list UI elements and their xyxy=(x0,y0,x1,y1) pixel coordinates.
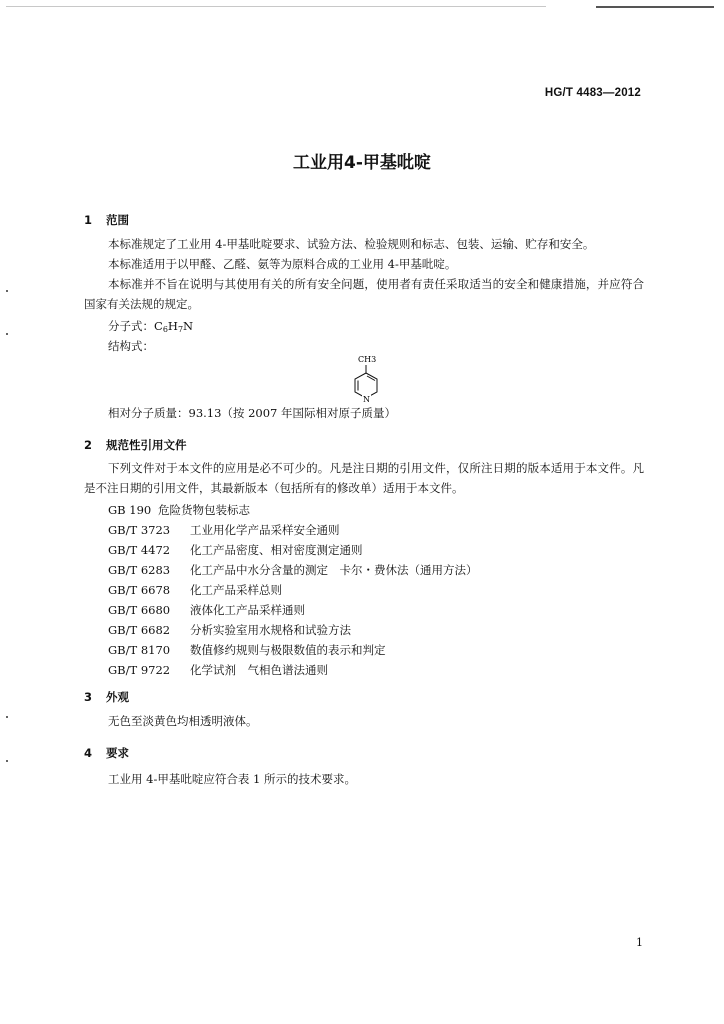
formula-element: N xyxy=(183,319,194,333)
page-title: 工业用4-甲基吡啶 xyxy=(293,153,431,173)
structure-methyl-label: CH3 xyxy=(358,355,377,364)
reference-item xyxy=(108,502,250,518)
appearance-text: 无色至淡黄色均相透明液体。 xyxy=(108,714,258,728)
reference-title: 化学试剂 气相色谱法通则 xyxy=(190,663,328,677)
reference-code: GB/T 6682 xyxy=(108,623,171,637)
reference-code: GB/T 3723 xyxy=(108,523,171,537)
requirements-text: 工业用 4-甲基吡啶应符合表 1 所示的技术要求。 xyxy=(108,772,356,786)
structure-label: 结构式： xyxy=(108,339,154,353)
section-title: 外观 xyxy=(106,690,129,704)
reference-item xyxy=(108,542,363,558)
section-2-intro: 下列文件对于本文件的应用是必不可少的。凡是注日期的引用文件，仅所注日期的版本适用于本文件。凡是不注日期的引用文件，其最新版本（包括所有的修改单）适用于本文件。 xyxy=(84,461,644,495)
formula-element: C xyxy=(154,319,163,333)
section-title: 要求 xyxy=(106,746,129,760)
scan-speck xyxy=(6,760,8,762)
section-2-heading xyxy=(84,437,187,453)
pyridine-structure-diagram xyxy=(336,352,396,408)
reference-title: 数值修约规则与极限数值的表示和判定 xyxy=(190,643,386,657)
scan-speck xyxy=(6,716,8,718)
document-number: HG/T 4483—2012 xyxy=(544,87,641,99)
scan-speck xyxy=(6,290,8,292)
reference-item xyxy=(108,602,305,618)
relative-molecular-mass: 相对分子质量：93.13（按 2007 年国际相对原子质量） xyxy=(108,406,396,420)
scan-speck xyxy=(6,333,8,335)
section-title: 规范性引用文件 xyxy=(106,438,187,452)
molecular-formula xyxy=(108,318,193,338)
top-scan-rule xyxy=(6,6,546,7)
reference-code: GB/T 8170 xyxy=(108,643,171,657)
formula-subscript: 6 xyxy=(162,325,168,334)
reference-title: 液体化工产品采样通则 xyxy=(190,603,305,617)
reference-item xyxy=(108,642,386,658)
reference-title: 化工产品采样总则 xyxy=(190,583,282,597)
reference-title: 分析实验室用水规格和试验方法 xyxy=(190,623,351,637)
ring-double-bond xyxy=(367,376,375,381)
section-3-heading xyxy=(84,689,129,705)
top-scan-rule-dark xyxy=(596,6,714,8)
reference-title: 化工产品中水分含量的测定 卡尔・费休法（通用方法） xyxy=(190,563,478,577)
reference-item xyxy=(108,622,351,638)
reference-item xyxy=(108,562,478,578)
reference-code: GB/T 4472 xyxy=(108,543,171,557)
section-1-paragraph-1: 本标准规定了工业用 4-甲基吡啶要求、试验方法、检验规则和标志、包装、运输、贮存和安全。 xyxy=(108,237,595,251)
section-1-paragraph-2: 本标准适用于以甲醛、乙醛、氨等为原料合成的工业用 4-甲基吡啶。 xyxy=(108,257,457,271)
reference-item xyxy=(108,582,282,598)
reference-code: GB 190 xyxy=(108,503,152,517)
formula-subscript: 7 xyxy=(177,325,184,334)
section-number: 2 xyxy=(84,438,93,452)
section-number: 4 xyxy=(84,746,93,760)
section-1-paragraph-3: 本标准并不旨在说明与其使用有关的所有安全问题，使用者有责任采取适当的安全和健康措施，并应符合国家有关法规的规定。 xyxy=(84,277,644,311)
formula-label: 分子式： xyxy=(108,319,154,333)
section-4-heading xyxy=(84,745,129,761)
reference-item xyxy=(108,522,340,538)
structure-nitrogen-label: N xyxy=(363,395,370,404)
section-number: 1 xyxy=(84,213,93,227)
reference-code: GB/T 6678 xyxy=(108,583,171,597)
page-number: 1 xyxy=(636,936,643,949)
section-title: 范围 xyxy=(106,213,129,227)
reference-title: 化工产品密度、相对密度测定通则 xyxy=(190,543,363,557)
reference-item xyxy=(108,662,328,678)
formula-element: H xyxy=(167,319,178,333)
reference-code: GB/T 9722 xyxy=(108,663,171,677)
reference-code: GB/T 6283 xyxy=(108,563,171,577)
reference-code: GB/T 6680 xyxy=(108,603,171,617)
section-number: 3 xyxy=(84,690,93,704)
reference-title: 危险货物包装标志 xyxy=(158,503,250,517)
section-1-heading xyxy=(84,212,129,228)
reference-title: 工业用化学产品采样安全通则 xyxy=(190,523,340,537)
